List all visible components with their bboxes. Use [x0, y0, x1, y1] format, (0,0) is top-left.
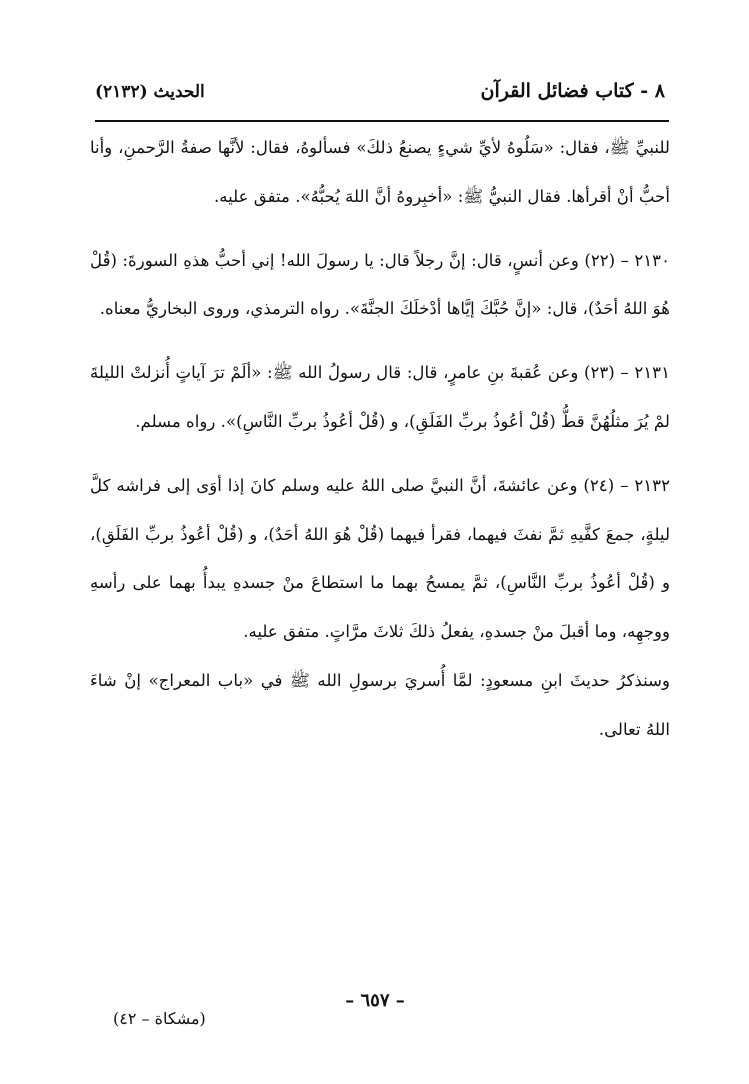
signature-mark: (مشكاة – ٤٢) [113, 1009, 206, 1028]
hadith-2131: ٢١٣١ – (٢٣) وعن عُقبةَ بنِ عامرٍ، قال: قال رسولُ الله ﷺ: «ألَمْ ترَ آياتٍ أُنزلتْ الليلةَ لمْ يُرَ مثلُهُنَّ قطُّ (قُلْ أعُوذُ بربِّ الفَلَقِ)، و (قُلْ أعُوذُ بربِّ النَّاسِ)». رواه مسلم. [90, 363, 670, 431]
paragraph-continuation: للنبيِّ ﷺ، فقال: «سَلُوهُ لأيِّ شيءٍ يصنعُ ذلكَ» فسألوهُ، فقال: لأنَّها صفةُ الرَّحمنِ، وأنا أحبُّ أنْ أقرأها. فقال النبيُّ ﷺ: «أخبِروهُ أنَّ اللهَ يُحبُّهُ». متفق عليه. [90, 138, 670, 206]
hadith-reference: الحديث (٢١٣٢) [95, 82, 205, 102]
editor-note: وسنذكرُ حديثَ ابنِ مسعودٍ: لمَّا أُسريَ برسولِ الله ﷺ في «باب المعراج» إنْ شاءَ اللهُ تعالى. [90, 670, 670, 739]
hadith-2132: ٢١٣٢ – (٢٤) وعن عائشةَ، أنَّ النبيَّ صلى اللهُ عليه وسلم كانَ إذا أوَى إلى فراشه كلَّ ليلةٍ، جمعَ كفَّيهِ ثمَّ نفثَ فيهما، فقرأ فيهما (قُلْ هُوَ اللهُ أحَدٌ)، و (قُلْ أعُوذُ بربِّ الفَلَقِ)، و (قُلْ أعُوذُ بربِّ النَّاسِ)، ثمَّ يمسحُ بهما ما استطاعَ منْ جسدهِ يبدأُ بهما على رأسهِ ووجهِه، وما أقبلَ منْ جسدهِ، يفعلُ ذلكَ ثلاثَ مرَّاتٍ. متفق عليه. [90, 475, 670, 642]
chapter-title: ٨ - كتاب فضائل القرآن [480, 80, 665, 102]
page-number: – ٦٥٧ – [345, 990, 405, 1011]
running-header [95, 76, 665, 116]
hadith-2130: ٢١٣٠ – (٢٢) وعن أنسٍ، قال: إنَّ رجلاً قال: يا رسولَ الله! إني أحبُّ هذهِ السورةَ: (قُلْ هُوَ اللهُ أحَدٌ)، قال: «إنَّ حُبَّكَ إيَّاها أدْخلَكَ الجنَّةَ». رواه الترمذي، وروى البخاريُّ معناه. [90, 250, 670, 319]
body-text [90, 124, 670, 755]
header-rule [95, 120, 669, 122]
